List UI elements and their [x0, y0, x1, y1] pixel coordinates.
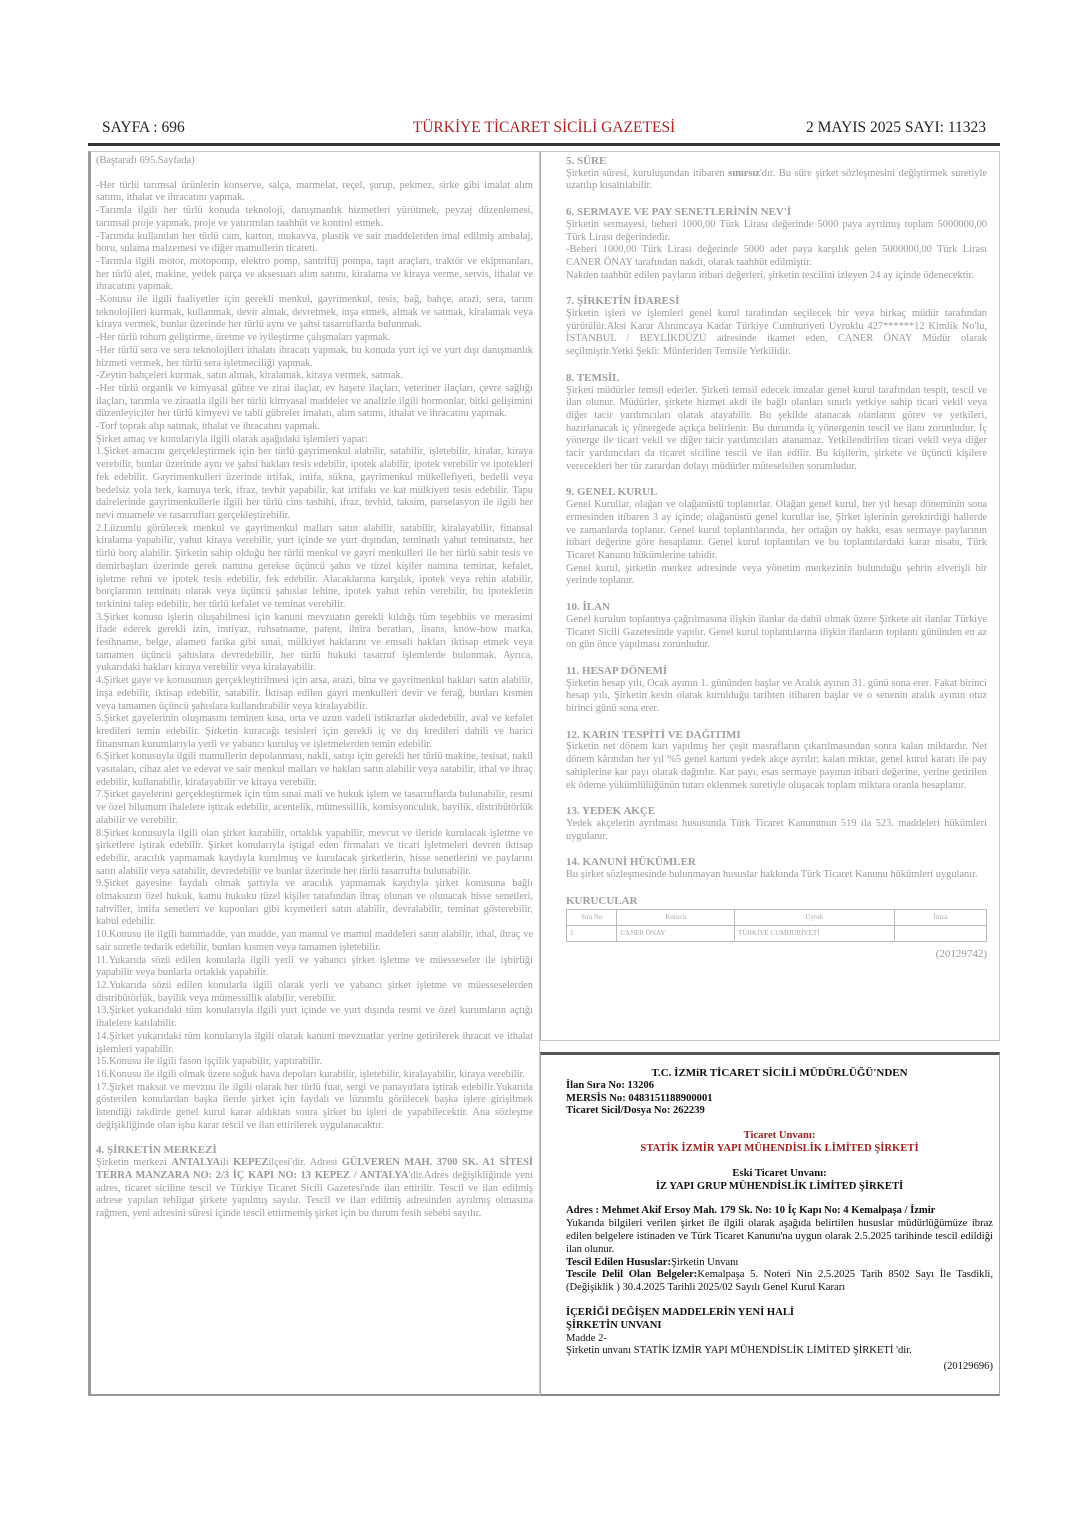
paragraph: -Tarımla ilgili her türlü konuda teknoloji, danışmanlık hizmetleri yürütmek, peyzaj düzenlemesi, tarımsal proje yapmak, proje ve yatırımları taahhüt ve kontrol etmek.	[96, 205, 533, 229]
section-title: 12. KARIN TESPİTİ VE DAĞITIMI	[566, 728, 741, 741]
section-body: Şirketin net dönem karı yapılmış her çeşit masrafların çıkarılmasından sonra kalan miktardır. Net dönem kârından her yıl %5 genel kanuni yedek akçe ayrılır; kalan miktar, genel kurul kararı ile pay sahiplerine kar payı olarak dağıtılır. Kar payı, esas sermaye payının itibari değerine, yerine getirilen ek ödeme yükümlülüğünün tutarı eklenmek suretiyle oluşacak toplam miktara oranla hesaplanır.	[566, 741, 987, 791]
paragraph: 4.Şirket gaye ve konusunun gerçekleştirilmesi için arsa, arazi, bina ve gayrimenkul hakları satın alabilir, inşa edebilir, iktisap edebilir, satabilir. İktisap edilen gayri menkulleri devir ve ferağ, bunları kısmen veya tamamen üçüncü şahıslara kullandırabilir veya kiralayabilir.	[96, 675, 533, 712]
paragraph: 15.Konusu ile ilgili fason işçilik yapabilir, yaptırabilir.	[96, 1056, 323, 1068]
paragraph: -Torf toprak alıp satmak, ithalat ve ihracatını yapmak.	[96, 421, 321, 433]
paragraph: 7.Şirket gayelerini gerçekleştirmek için tüm sınai mali ve hukuk işlem ve tasarruflarda bulunabilir, resmi ve özel bilumum ihalelere iştirak edebilir, acentelik, mümessillik, komisyonculuk, bayilik, distribütörlük alabilir ve verebilir.	[96, 789, 533, 826]
notice-body: Yukarıda bilgileri verilen şirket ile ilgili olarak aşağıda belirtilen hususlar müdürlüğümüze ibraz edilen belgelere istinaden ve Türk Ticaret Kanunu'na uygun olarak 2.5.2025 tarihinde tescil edildiği ilan olunur.	[566, 1218, 993, 1255]
purpose-paragraphs	[96, 180, 533, 1133]
paragraph: 17.Şirket maksat ve mevzuu ile ilgili olarak her türlü fuar, sergi ve panayırlara iştirak edebilir.Yukarıda gösterilen konulardan başka ilerde şirket için faydalı ve lüzumlu görülecek başka işlere girişilmek istendiği takdirde genel kurul karar aldıktan sonra şirket bu işleri de yapabilecektir. Ana sözleşme değişikliğinde olan işbu karar tescil ve ilan ettirilerek uygulanacaktır.	[96, 1081, 533, 1131]
company-address: Adres : Mehmet Akif Ersoy Mah. 179 Sk. No: 10 İç Kapı No: 4 Kemalpaşa / İzmir	[566, 1205, 936, 1217]
section-body: Genel Kurullar, olağan ve olağanüstü toplanırlar. Olağan genel kurul, her yıl hesap döneminin sona ermesinden itibaren 3 ay içinde; olağanüstü genel kurullar ise, Şirket işlerinin gerektirdiği hallerde ve zamanlarda toplanır. Genel kurul toplantılarında, her ortağın oy hakkı, esas sermaye paylarının itibari değerine göre hesaplanır. Genel kurul toplantıları ve bu toplantılardaki karar nisabı, Türk Ticaret Kanunu hükümlerine tabidir.	[566, 499, 987, 561]
paragraph: 13.Şirket yukarıdaki tüm konularıyla ilgili yurt içinde ve yurt dışında resmi ve özel kurumların açtığı ihalelere katılabilir.	[96, 1005, 533, 1030]
section-title: 5. SÜRE	[566, 155, 607, 167]
old-trade-name: İZ YAPI GRUP MÜHENDİSLİK LİMİTED ŞİRKETİ	[655, 1180, 904, 1192]
section-body: Şirketi müdürler temsil ederler. Şirketi temsil edecek imzalar genel kurul tarafından tespit, tescil ve ilan olunur. Müdürler, şirkete hizmet akdi ile bağlı olanları sınırlı yetkiye sahip ticari vekil veya diğer tacir yardımcıları olarak atayabilir. Bu şekilde atanacak olanların görev ve yetkileri, hazırlanacak iç yönergede açıkça belirlenir. Bu durumda iç yönergenin tescil ve ilanı zorunludur. İç yönerge ile ticari vekil ve diğer tacir yardımcıları atanamaz. Yetkilendirilen ticari vekil veya diğer tacir yardımcıları da ticaret siciline tescil ve ilan edilir. Bu kişilerin, şirkete ve üçüncü kişilere verecekleri her tür zarardan dolayı müdürler müteselsilen sorumludur.	[566, 384, 987, 472]
paragraph: 12.Yukarıda sözü edilen konularla ilgili olarak yerli ve yabancı şirket işletme ve müesseselerden distribütörlük, bayilik veya mümessillik alabilir, verebilir.	[96, 980, 533, 1004]
registered-matters: Tescil Edilen Hususlar:Şirketin Unvanı	[566, 1256, 739, 1268]
registry-office: T.C. İZMiR TİCARET SİCİLİ MÜDÜRLÜĞÜ'NDEN	[651, 1067, 908, 1079]
ilan-sira-no: İlan Sıra No: 13206	[566, 1079, 654, 1091]
section-body: Şirketin merkezi ANTALYAili KEPEZilçesi'dir. Adresi GÜLVEREN MAH. 3700 SK. A1 SİTESİ TERRA MANZARA NO: 2/3 İÇ KAPI NO: 13 KEPEZ / ANTALYA'dir.Adres değişikliğinde yeni adres, ticaret siciline tescil ve Türkiye Ticaret Sicili Gazetesi'nde ilan ettirilir. Tescil ve ilan edilmiş adrese yapılan tebligat şirkete yapılmış sayılır. Tescil ve ilan edilmiş adresinden ayrılmış olmasına rağmen, yeni adresini süresi içinde tescil ettirmemiş şirket için bu durum fesih sebebi sayılır.	[96, 1157, 533, 1219]
section-title: 9. GENEL KURUL	[566, 486, 658, 499]
section-title: 14. KANUNİ HÜKÜMLER	[566, 856, 696, 869]
table-header: Sıra No	[567, 910, 617, 926]
reference-number: (20129742)	[935, 947, 987, 960]
section-body: Genel kurul, şirketin merkez adresinde veya yönetim merkezinin bulunduğu şehrin elverişli bir yerinde toplanır.	[566, 562, 987, 587]
paragraph: 5.Şirket gayelerinin oluşmasını teminen kısa, orta ve uzun vadeli istikrazlar akdedebilir, aval ve kefalet kredileri temin edebilir. Şirketin kuracağı tesisleri için gerekli iç ve dış kredileri dahili ve harici finansman kurumlarıyla yerli ve yabancı kuruluş ve işletmelerden temin edebilir.	[96, 713, 533, 750]
registry-notice	[540, 1052, 1000, 1396]
section-title: 13. YEDEK AKÇE	[566, 805, 656, 818]
gazette-title: TÜRKİYE TİCARET SİCİLİ GAZETESİ	[412, 119, 676, 136]
table-cell: TÜRKİYE CUMHURİYETİ	[734, 926, 894, 942]
paragraph: 16.Konusu ile ilgili olmak üzere soğuk hava depoları kurabilir, işletebilir, kiralayabilir, kiraya verebilir.	[96, 1068, 525, 1080]
section-title: 7. ŞİRKETİN İDARESİ	[566, 295, 680, 308]
paragraph: -Konusu ile ilgili faaliyetler için gerekli menkul, gayrimenkul, tesis, bağ, bahçe, arazi, sera, tarım teknolojileri kurmak, kullanmak, devir almak, devretmek, inşa etmek, almak ve satmak, kiralamak veya kiraya vermek, bunlar üzerinde her türlü aynı ve şahsi tasarruflarda bulunmak.	[96, 294, 533, 331]
evidence-documents: Tescile Delil Olan Belgeler:Kemalpaşa 5. Noteri Nin 2.5.2025 Tarih 8502 Sayı İle Tasdikli, (Değişiklik ) 30.4.2025 Tarihli 2025/02 Sayılı Genel Kurul Kararı	[566, 1269, 993, 1294]
old-trade-name-label: Eski Ticaret Unvanı:	[732, 1167, 827, 1179]
paragraph: 11.Yukarıda sözü edilen konularla ilgili yerli ve yabancı şirket işletme ve müesseseler ile işbirliği yapabilir veya bunlarla ortaklık yapabilir.	[96, 954, 533, 979]
section-body: -Beheri 1000,00 Türk Lirası değerinde 5000 adet paya karşılık gelen 5000000,00 Türk Lirası CANER ÖNAY tarafından nakdi, olarak taahhüt edilmiştir.	[566, 244, 987, 268]
table-cell	[894, 926, 986, 942]
section-body: Şirketin işleri ve işlemleri genel kurul tarafından seçilecek bir veya birkaç müdür tarafından yürütülür.Aksi Karar Alınıncaya Kadar Türkiye Cumhuriyeti Uyruklu 427******12 Kimlik No'lu, İSTANBUL / BEYLİKDÜZÜ adresinde ikamet eden, CANER ÖNAY Müdür olarak seçilmiştir.Yetki Şekli: Münferiden Temsile Yetkilidir.	[566, 308, 987, 358]
mersis-no: MERSİS No: 0483151188900001	[566, 1092, 713, 1104]
table-header: Uyruk	[734, 910, 894, 926]
article-title: ŞİRKETİN UNVANI	[566, 1319, 662, 1331]
paragraph: Şirket amaç ve konularıyla ilgili olarak aşağıdaki işlemleri yapar:	[96, 433, 368, 445]
paragraph: -Her türlü tarımsal ürünlerin konserve, salça, marmelat, reçel, şurup, pekmez, sirke gibi imalat alım satımı, ithalat ve ihracatını yapmak.	[96, 179, 533, 204]
paragraph: -Her türlü tohum geliştirme, üretme ve iyileştirme çalışmaları yapmak.	[96, 332, 391, 344]
table-cell: 1	[567, 926, 617, 942]
paragraph: -Her türlü organik ve kimyasal gübre ve zirai ilaçlar, ev haşere ilaçları, veteriner ilaçları, çevre sağlığı ilaçları, tarımla ve ziraatla ilgili her türlü kimyasal maddeler ve analizle ilgili hormonlar, bitki gelişimini düzenleyiciler her türlü kimyevi ve tabii gübreler imalatı, alım satımı, ithalat ve ihracatını yapmak.	[96, 382, 533, 420]
paragraph: 2.Lüzumlu görülecek menkul ve gayrimenkul malları satın alabilir, satabilir, kiralayabilir, finansal kiralama yapabilir, yahut kiraya verebilir, yurt içinde ve yurt dışından, teminatlı yahut teminatsız, her türlü borç alabilir. Şirketin sahip olduğu her türlü menkul ve gayri menkulleri ile her türlü sabit tesis ve demirbaşları üzerinde gerek namına gerekse üçüncü şahıs ve tüzel kişiler namına teminat, kefalet, işletme rehni ve ipotek tesis edebilir, fek edebilir. Alacaklarına karşılık, ipotek veya rehin alabilir, borçlarının teminatı olarak veya üçüncü şahıslar lehine, ipotek yahut rehin verebilir, bu ipoteklerin terkinini talep edebilir, her türlü kefalet ve teminat verebilir.	[96, 522, 533, 610]
section-body: Şirketin hesap yılı, Ocak ayının 1. gününden başlar ve Aralık ayının 31. günü sona erer. Fakat birinci hesap yılı, Şirketin kesin olarak kurulduğu tarihten itibaren başlar ve o senenin aralık ayının otuz birinci günü sona erer.	[566, 677, 987, 715]
trade-name-label: Ticaret Unvanı:	[743, 1130, 816, 1142]
right-column-articles	[540, 151, 1000, 1041]
section-body: Şirketin sermayesi, beheri 1000,00 Türk Lirası değerinde 5000 paya ayrılmış toplam 5000000,00 Türk Lirası değerindedir.	[566, 218, 987, 243]
page-number: SAYFA : 696	[102, 119, 185, 136]
section-body: Şirketin süresi, kuruluşundan itibaren sınırsız'dır. Bu süre şirket sözleşmesini değiştirmek suretiyle uzatılıp kısaltılabilir.	[566, 167, 988, 192]
section-body: Genel kurulun toplantıya çağrılmasına ilişkin ilanlar da dahil olmak üzere Şirkete ait ilanlar Türkiye Ticaret Sicili Gazetesinde yapılır. Genel kurul toplantılarına ilişkin ilanların toplantı gününden en az on gün önce yapılması zorunludur.	[566, 613, 987, 651]
article-sections	[566, 155, 987, 882]
table-header: İmza	[894, 910, 986, 926]
paragraph: -Zeytin bahçeleri kurmak, satın almak, kiralamak, kiraya vermek, satmak.	[96, 370, 404, 382]
header-divider	[88, 143, 1000, 146]
left-column-articles	[88, 151, 540, 1396]
section-title: 4. ŞİRKETİN MERKEZİ	[96, 1144, 217, 1157]
paragraph: 3.Şirket konusu işlerin oluşabilmesi için kanuni mevzuatın gerekli kıldığı tüm teşebbüs ve merasimi ifade ederek gerekli izin, imtiyaz, ruhsatname, patent, ihtira beratları, lisans, know-how marka, fesihname, belge, alameti farika gibi sınai, mülkiyet haklarını ve emsali hakları iktisap etmek veya tamamen üçüncü şahıslara devredebilir, her türlü hukuki tasarruf işlemlerde bulunmak. Ayrıca, yukarıdaki hakları kiraya verebilir veya kiralayabilir.	[96, 611, 533, 674]
article-text: Şirketin unvanı STATİK İZMİR YAPI MÜHENDİSLİK LİMİTED ŞİRKETİ 'dir.	[566, 1345, 912, 1357]
section-body: Nakden taahhüt edilen payların itibari değerleri, şirketin tescilini izleyen 24 ay içinde ödenecektir.	[566, 269, 974, 281]
paragraph: -Her türlü sera ve sera teknolojileri ithalatı ihracatı yapmak, bu konuda yurt içi ve yurt dışı danışmanlık hizmeti vermek, her türlü sera işletmeciliği yapmak.	[96, 344, 533, 369]
section-title: 10. İLAN	[566, 601, 611, 614]
article-number: Madde 2-	[566, 1332, 607, 1344]
paragraph: -Tarımla ilgili motor, motopomp, elektro pomp, santrifüj pompa, taşıt araçları, traktör ve ekipmanları, her türlü alet, makine, yedek parça ve aksesuarı alım satımı, kiralama ve kiraya verme, servis, ithalat ve ihracatını yapmak.	[96, 255, 533, 293]
section-body: Yedek akçelerin ayrılması hususunda Türk Ticaret Kanununun 519 ila 523. maddeleri hükümleri uygulanır.	[566, 817, 987, 842]
gazette-header	[88, 116, 1000, 140]
changed-articles-title: İÇERİĞİ DEĞİŞEN MADDELERİN YENİ HALİ	[566, 1306, 795, 1318]
section-title: 8. TEMSİL	[566, 371, 620, 384]
founders-table	[566, 909, 987, 941]
paragraph: 6.Şirket konusuyla ilgili mamullerin depolanması, nakli, satışı için gerekli her türlü makine, tesisat, nakil vasıtaları, cihaz alet ve edevat ve sair menkul malları ve hakları satın alabilir veya satabilir, ithal ve ihraç edebilir, kullanabilir, kiralayabilir ve kiraya verebilir.	[96, 751, 533, 788]
section-title: 6. SERMAYE VE PAY SENETLERİNİN NEV'İ	[566, 206, 792, 219]
section-body: Bu şirket sözleşmesinde bulunmayan hususlar hakkında Türk Ticaret Kanunu hükümleri uygulanır.	[566, 869, 978, 881]
paragraph: 9.Şirket gayesine faydalı olmak şartıyla ve aracılık yapmamak kaydıyla şirket konusuna bağlı olmaksızın özel hukuk, kamu hukuku tüzel kişiler tarafından ihraç olunan ve olunacak hisse senetleri, tahviller, intifa senetleri ve kuponları gibi kıymetleri satın alabilir, devralabilir, teminat gösterebilir, kabul edebilir.	[96, 878, 533, 928]
table-header: Kurucu	[617, 910, 735, 926]
table-row	[567, 926, 987, 942]
section-title: 11. HESAP DÖNEMİ	[566, 664, 668, 677]
paragraph: -Tarımda kullanılan her türlü cam, karton, mukavva, plastik ve sair maddelerden imal edilmiş ambalaj, boru, sulama malzemesi ve diğer mamullerin ticareti.	[96, 230, 533, 255]
paragraph: 1.Şirket amacını gerçekleştirmek için her türlü gayrimenkul alabilir, satabilir, işletebilir, kiralar, kiraya verebilir, bunlar üzerinde aynı ve şahsi hakları tesis edebilir, ipotek alabilir, ipotek verebilir ve ipotekleri fek edebilir. Gayrimenkulleri üzerinde irtifak, intifa, sükna, gayrimenkul mükellefiyeti, bedelli veya bedelsiz yola terk, kamuya terk, ifraz, tevhit yapabilir, kat irtifakı ve kat mülkiyeti tesis edebilir. Tapu dairelerinde gayrimenkullerle ilgili her türlü cins tashihi, ifraz, tevhid, taksim, parselasyon ile ilgili her nevi muamele ve tasarrufları gerçekleştirebilir.	[96, 446, 533, 521]
trade-name: STATİK İZMİR YAPI MÜHENDİSLİK LİMİTED ŞİRKETİ	[640, 1142, 919, 1154]
issue-date: 2 MAYIS 2025 SAYI: 11323	[805, 119, 986, 136]
paragraph: 10.Konusu ile ilgili hammadde, yan madde, yan mamul ve mamul maddeleri satın alabilir, ithal, ihraç ve sair suretle tedarik edebilir, bunları kısmen veya tamamen işletebilir.	[96, 929, 533, 953]
paragraph: 8.Şirket konusuyla ilgili olan şirket kurabilir, ortaklık yapabilir, mevcut ve ileride kurulacak işletme ve şirketlere iştirak edebilir. Şirket konularıyla iştigal eden firmaları ve ticari işletmeleri devren iktisap edebilir, aracılık yapmamak kaydıyla kurulmuş ve kurulacak şirketlerin, hisse senetlerini ve paylarını satın alabilir veya satabilir, devredebilir ve bunlar üzerinde her türlü tasarrufta bulunabilir.	[96, 827, 533, 877]
paragraph: 14.Şirket yukarıdaki tüm konularıyla ilgili olarak kanuni mevzuatlar yerine getirilerek ihracat ve ithalat işlemleri yapabilir.	[96, 1030, 533, 1055]
table-cell: CANER ÖNAY	[617, 926, 735, 942]
reference-number: (20129696)	[943, 1361, 993, 1373]
sicil-no: Ticaret Sicil/Dosya No: 262239	[566, 1105, 705, 1117]
founders-title: KURUCULAR	[566, 894, 638, 907]
continued-note: (Baştarafı 695.Sayfada)	[96, 155, 195, 166]
